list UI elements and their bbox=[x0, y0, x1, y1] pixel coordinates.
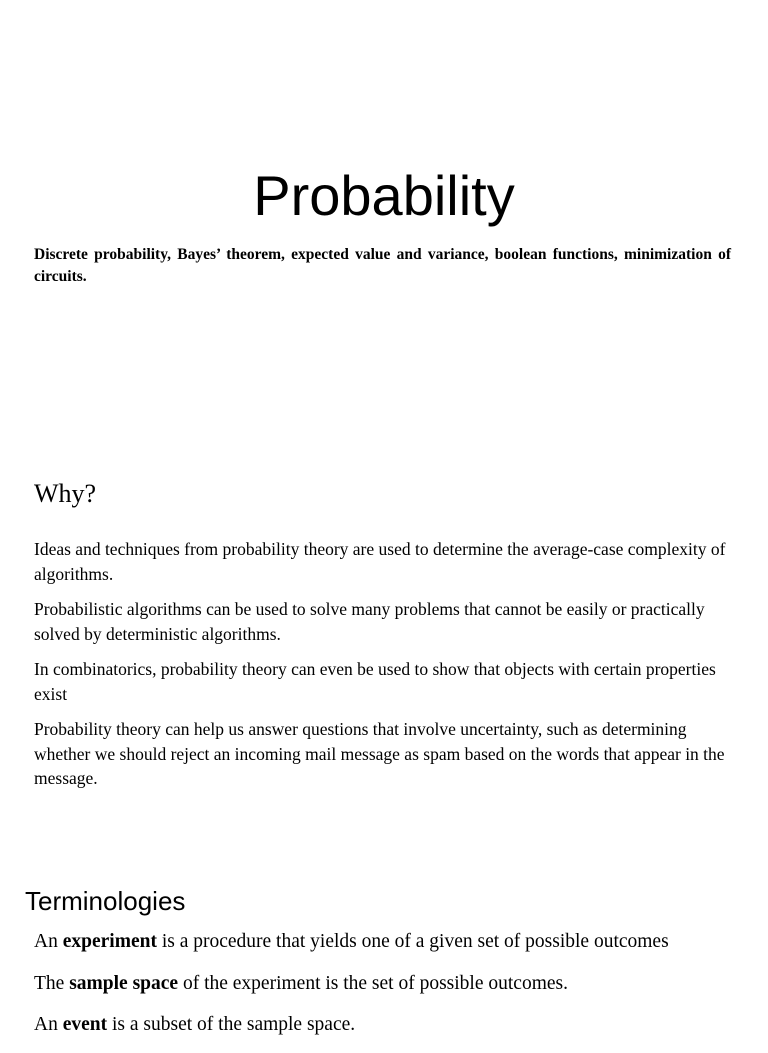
term-name: experiment bbox=[62, 931, 157, 952]
topics-subtitle: Discrete probability, Bayes’ theorem, expected value and variance, boolean functions, minimization of circuits. bbox=[34, 246, 731, 285]
term-name: event bbox=[62, 1014, 108, 1035]
page-title: Probability bbox=[253, 164, 515, 227]
why-point: Probability theory can help us answer questions that involve uncertainty, such as determining whether we should reject an incoming mail message as spam based on the words that appear in the message. bbox=[34, 719, 725, 788]
terminology-item bbox=[34, 928, 754, 956]
terminology-item bbox=[34, 970, 754, 998]
term-definition: of the experiment is the set of possible outcomes. bbox=[178, 972, 568, 994]
term-name: sample space bbox=[69, 972, 179, 994]
why-list bbox=[34, 537, 734, 802]
why-point: In combinatorics, probability theory can even be used to show that objects with certain properties exist bbox=[34, 659, 716, 704]
term-prefix: An bbox=[34, 931, 63, 952]
terminology-list bbox=[34, 928, 754, 1053]
why-point: Probabilistic algorithms can be used to solve many problems that cannot be easily or practically solved by deterministic algorithms. bbox=[34, 599, 705, 644]
terminologies-heading: Terminologies bbox=[25, 886, 186, 916]
term-definition: is a subset of the sample space. bbox=[107, 1014, 356, 1035]
terminology-item bbox=[34, 1011, 754, 1039]
term-prefix: An bbox=[34, 1014, 63, 1035]
term-prefix: The bbox=[34, 972, 70, 994]
term-definition: is a procedure that yields one of a given set of possible outcomes bbox=[156, 931, 669, 952]
why-heading: Why? bbox=[34, 479, 97, 508]
why-point: Ideas and techniques from probability theory are used to determine the average-case complexity of algorithms. bbox=[34, 539, 726, 584]
